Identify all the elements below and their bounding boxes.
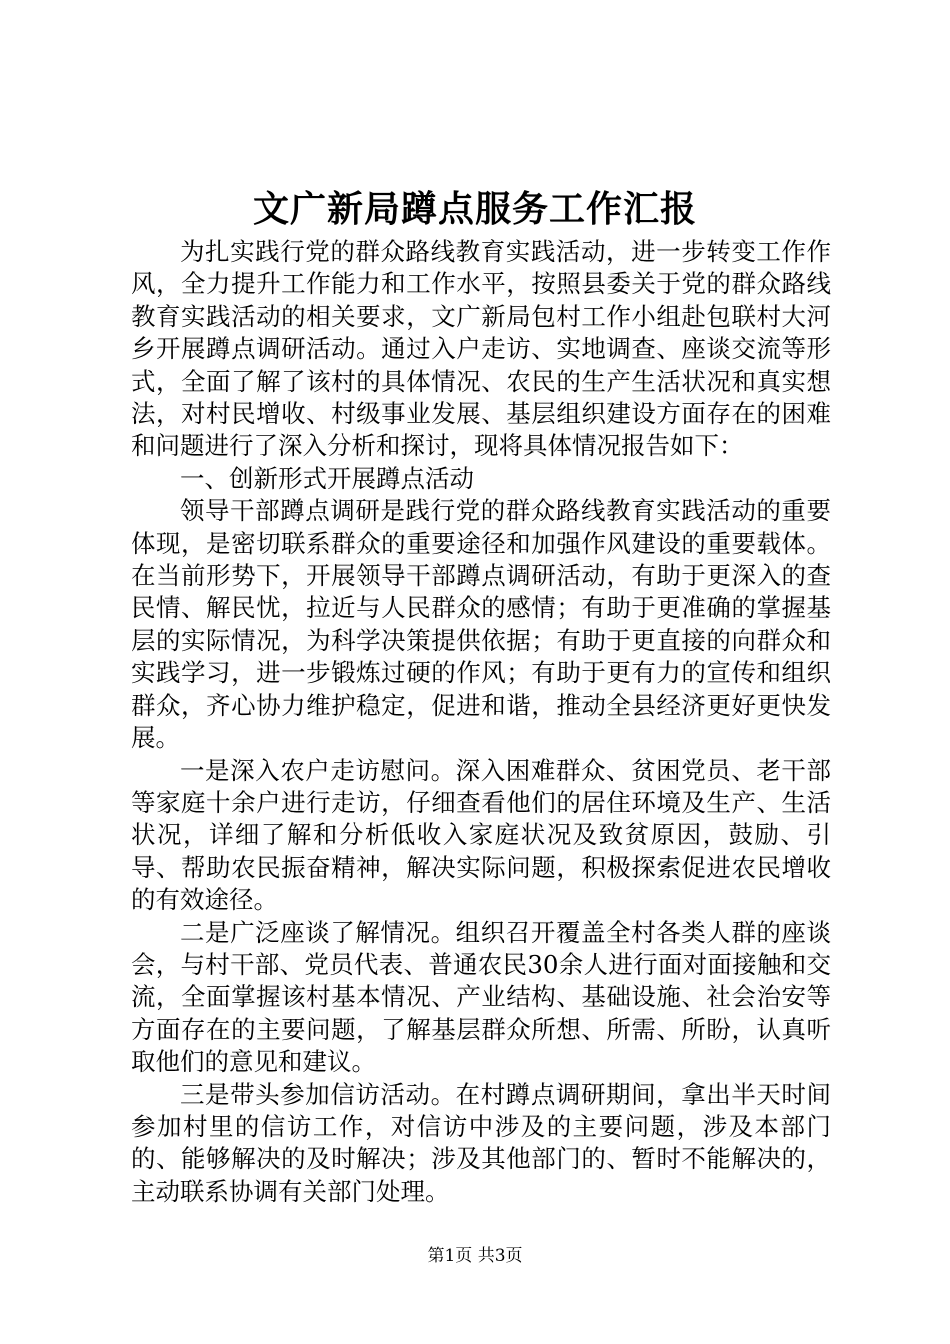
body-paragraph: 三是带头参加信访活动。在村蹲点调研期间，拿出半天时间参加村里的信访工作，对信访中涉及的主要问题，涉及本部门的、能够解决的及时解决；涉及其他部门的、暂时不能解决的，主动联系协调有关部门处理。 — [131, 1079, 831, 1206]
document-body — [131, 236, 831, 1208]
body-paragraph: 二是广泛座谈了解情况。组织召开覆盖全村各类人群的座谈会，与村干部、党员代表、普通农民30余人进行面对面接触和交流，全面掌握该村基本情况、产业结构、基础设施、社会治安等方面存在的主要问题，了解基层群众所想、所需、所盼，认真听取他们的意见和建议。 — [131, 917, 831, 1077]
document-title: 文广新局蹲点服务工作汇报 — [252, 188, 697, 230]
page-number-footer: 第1页 共3页 — [427, 1246, 523, 1266]
body-paragraph: 领导干部蹲点调研是践行党的群众路线教育实践活动的重要体现，是密切联系群众的重要途径和加强作风建设的重要载体。在当前形势下，开展领导干部蹲点调研活动，有助于更深入的查民情、解民忧，拉近与人民群众的感情；有助于更准确的掌握基层的实际情况，为科学决策提供依据；有助于更直接的向群众和实践学习，进一步锻炼过硬的作风；有助于更有力的宣传和组织群众，齐心协力维护稳定，促进和谐，推动全县经济更好更快发展。 — [131, 496, 831, 753]
intro-paragraph: 为扎实践行党的群众路线教育实践活动，进一步转变工作作风，全力提升工作能力和工作水平，按照县委关于党的群众路线教育实践活动的相关要求，文广新局包村工作小组赴包联村大河乡开展蹲点调研活动。通过入户走访、实地调查、座谈交流等形式，全面了解了该村的具体情况、农民的生产生活状况和真实想法，对村民增收、村级事业发展、基层组织建设方面存在的困难和问题进行了深入分析和探讨，现将具体情况报告如下： — [131, 237, 831, 461]
body-paragraph: 一是深入农户走访慰问。深入困难群众、贫困党员、老干部等家庭十余户进行走访，仔细查看他们的居住环境及生产、生活状况，详细了解和分析低收入家庭状况及致贫原因，鼓励、引导、帮助农民振奋精神，解决实际问题，积极探索促进农民增收的有效途径。 — [131, 755, 831, 915]
section-heading: 一、创新形式开展蹲点活动 — [180, 463, 474, 493]
